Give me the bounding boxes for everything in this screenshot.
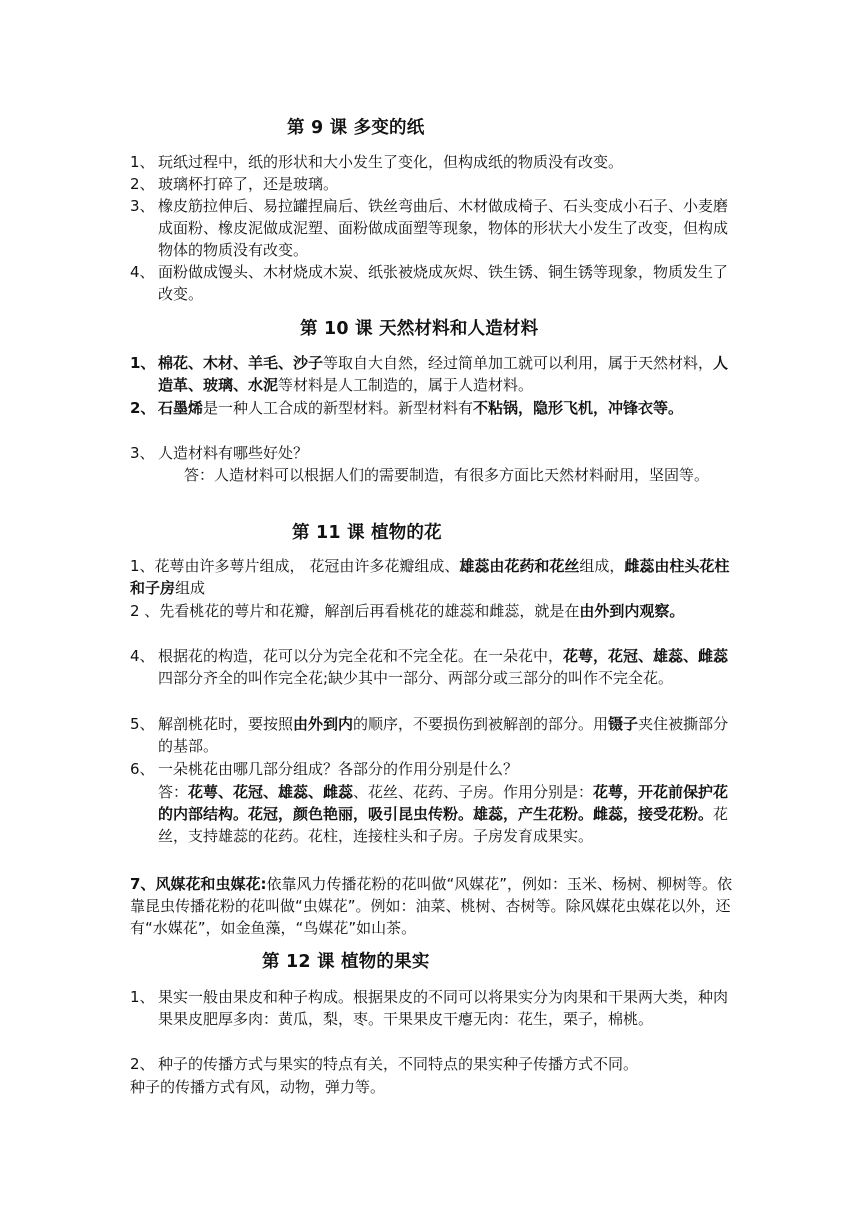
lesson-12-note: 种子的传播方式有风，动物，弹力等。 [130, 1078, 386, 1096]
lesson-11-item-1: 1、花萼由许多萼片组成， 花冠由许多花瓣组成、雄蕊由花药和花丝组成，雌蕊由柱头花柱和子房组成 [130, 557, 730, 597]
lesson-12-title: 第 12 课 植物的果实 [262, 952, 430, 972]
lesson-11-item-7: 7、风媒花和虫媒花:依靠风力传播花粉的花叫做“风媒花”，例如：玉米、杨树、柳树等。依靠昆虫传播花粉的花叫做“虫媒花”。例如：油菜、桃树、杏树等。除风媒花虫媒花以外，还有“水媒花”，如金鱼藻，“鸟媒花”如山茶。 [130, 875, 732, 937]
lesson-9-item-2: 2、 玻璃杯打碎了，还是玻璃。 [130, 175, 339, 193]
lesson-10-item-2: 2、 石墨烯是一种人工合成的新型材料。新型材料有不粘锅，隐形飞机，冲锋衣等。 [130, 399, 684, 417]
lesson-11-item-4: 4、 根据花的构造，花可以分为完全花和不完全花。在一朵花中，花萼，花冠、雄蕊、雌蕊四部分齐全的叫作完全花;缺少其中一部分、两部分或三部分的叫作不完全花。 [130, 647, 729, 687]
lesson-11-answer-6: 答：花萼、花冠、雄蕊、雌蕊、花丝、花药、子房。作用分别是：花萼，开花前保护花的内部结构。花冠，颜色艳丽，吸引昆虫传粉。雄蕊，产生花粉。雌蕊，接受花粉。花丝，支持雄蕊的花药。花柱，连接柱头和子房。子房发育成果实。 [158, 783, 729, 845]
lesson-10-item-3: 3、 人造材料有哪些好处？ [130, 444, 309, 462]
lesson-12-item-2: 2、 种子的传播方式与果实的特点有关，不同特点的果实种子传播方式不同。 [130, 1055, 639, 1073]
lesson-9-item-4: 4、 面粉做成馒头、木材烧成木炭、纸张被烧成灰烬、铁生锈、铜生锈等现象，物质发生了改变。 [130, 263, 729, 303]
lesson-11-item-2: 2 、先看桃花的萼片和花瓣，解剖后再看桃花的雄蕊和雌蕊，就是在由外到内观察。 [130, 602, 685, 620]
lesson-9-title: 第 9 课 多变的纸 [287, 118, 425, 138]
lesson-12-item-1: 1、 果实一般由果皮和种子构成。根据果皮的不同可以将果实分为肉果和干果两大类，种肉果果皮肥厚多肉：黄瓜，梨，枣。干果果皮干瘪无肉：花生，栗子，棉桃。 [130, 988, 729, 1028]
lesson-11-title: 第 11 课 植物的花 [292, 523, 442, 543]
lesson-10-item-1: 1、 棉花、木材、羊毛、沙子等取自大自然，经过简单加工就可以利用，属于天然材料，人造革、玻璃、水泥等材料是人工制造的，属于人造材料。 [130, 354, 729, 394]
lesson-10-title: 第 10 课 天然材料和人造材料 [300, 319, 539, 339]
lesson-11-item-5: 5、 解剖桃花时，要按照由外到内的顺序，不要损伤到被解剖的部分。用镊子夹住被撕部分的基部。 [130, 715, 729, 755]
lesson-11-item-6: 6、 一朵桃花由哪几部分组成？各部分的作用分别是什么？ [130, 760, 519, 778]
lesson-9-item-3: 3、 橡皮筋拉伸后、易拉罐捏扁后、铁丝弯曲后、木材做成椅子、石头变成小石子、小麦磨成面粉、橡皮泥做成泥塑、面粉做成面塑等现象，物体的形状大小发生了改变，但构成物体的物质没有改变。 [130, 197, 729, 259]
lesson-9-item-1: 1、 玩纸过程中，纸的形状和大小发生了变化，但构成纸的物质没有改变。 [130, 153, 624, 171]
lesson-10-answer-3: 答：人造材料可以根据人们的需要制造，有很多方面比天然材料耐用，坚固等。 [184, 466, 710, 484]
